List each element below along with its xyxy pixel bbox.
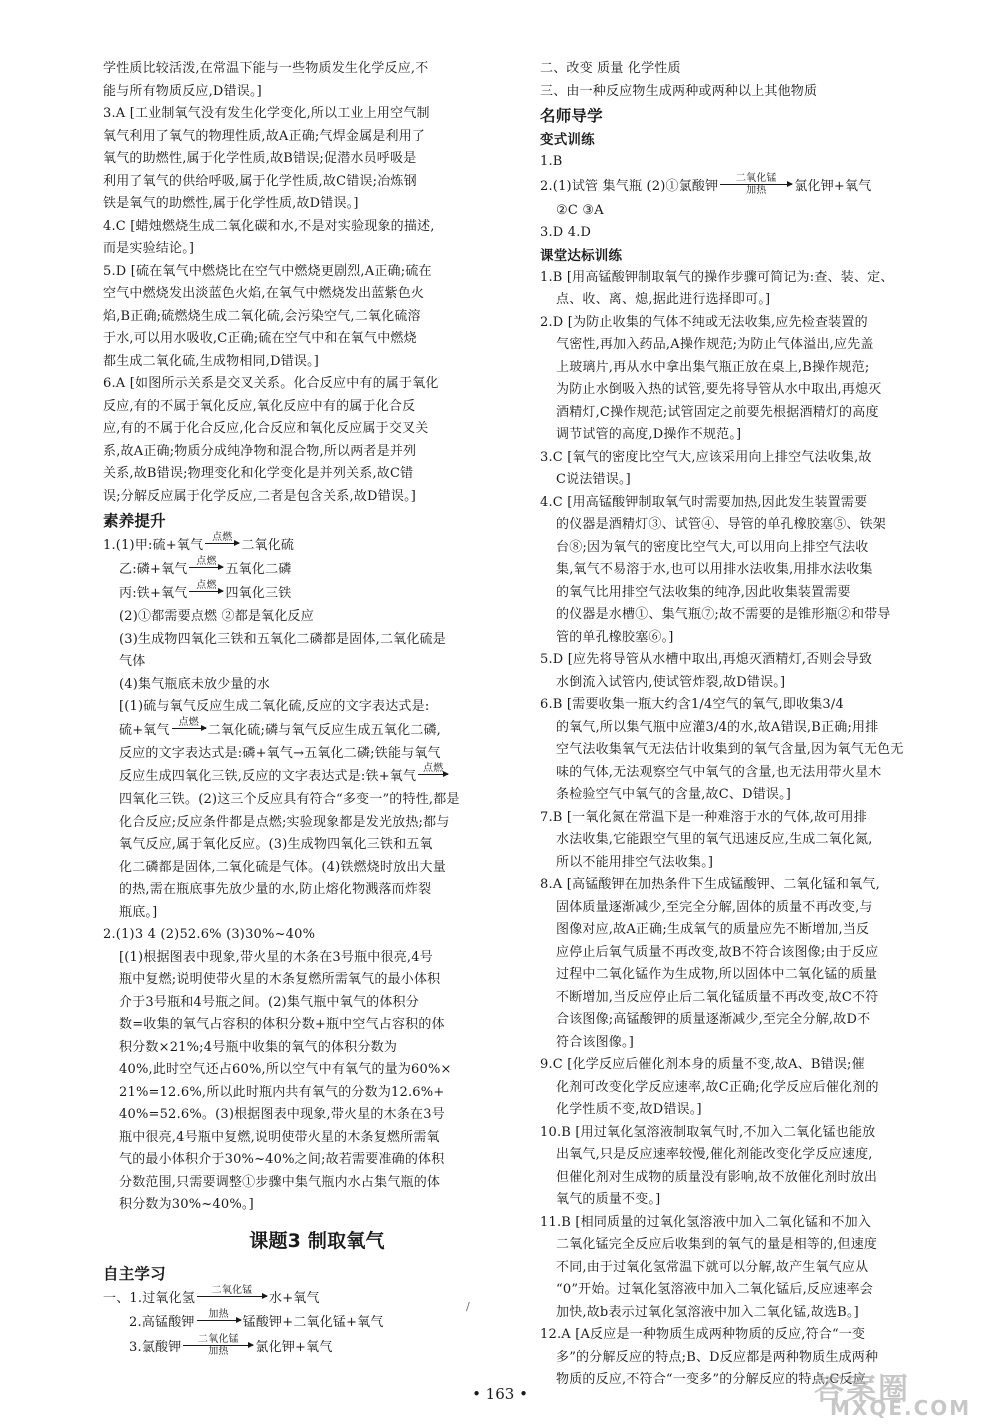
text-line: 二氧化锰完全反应后收集到的氧气的量是相等的,但速度 (556, 1237, 878, 1252)
equation-line (103, 1335, 531, 1361)
text-line: 2.D [为防止收集的气体不纯或无法收集,应先检查装置的 (540, 314, 868, 330)
text-line: 上玻璃片,再从水中拿出集气瓶正放在桌上,B操作规范; (556, 359, 870, 375)
equation-line (103, 534, 531, 558)
text-line: 的仪器是酒精灯③、试管④、导管的单孔橡胶塞⑤、铁架 (556, 517, 887, 532)
arrow-line (197, 1296, 267, 1297)
reactants: 氯酸钾 (141, 1339, 182, 1355)
watermark-url: MXQE.COM (830, 1396, 972, 1420)
text-line: 化二磷都是固体,二氧化硫是气体。(4)铁燃烧时放出大量 (119, 859, 446, 875)
text-line: ②C ③A (556, 202, 604, 218)
text-line: 分数范围,只需要调整①步骤中集气瓶内水占集气瓶的体 (119, 1174, 441, 1190)
text-line: 而是实验结论。] (103, 241, 195, 256)
reaction-condition: 点燃 (423, 763, 444, 774)
products: 五氧化二磷 (225, 562, 292, 577)
right-column (540, 58, 978, 1392)
products: 二氧化硫;磷与氧气反应生成五氧化二磷, (207, 722, 442, 738)
text-line: 酒精灯,C操作规范;试管固定之前要先根据酒精灯的高度 (556, 404, 879, 420)
text-line: 的氧气比用排空气法收集的纯净,因此收集装置需要 (556, 584, 851, 600)
arrow-line (720, 184, 792, 185)
arrow-line (183, 1345, 253, 1346)
text-line: 调节试管的高度,D操作不规范。] (556, 427, 742, 442)
reactants: 反应生成四氧化三铁,反应的文字表达式是:铁+氧气 (119, 769, 417, 784)
reactants: 磷+氧气 (136, 562, 188, 577)
text-line: 的仪器是水槽①、集气瓶⑦;故不需要的是锥形瓶②和带导 (556, 607, 891, 622)
text-line: 应,有的不属于化合反应,化合反应和氧化反应属于交叉关 (103, 421, 429, 436)
equation-prefix: 丙: (119, 586, 137, 601)
text-line: 为防止水倒吸入热的试管,要先将导管从水中取出,再熄灭 (556, 382, 882, 397)
equation-prefix: 3. (129, 1339, 142, 1355)
reaction-condition: 二氧化锰 (735, 172, 777, 184)
page-number: • 163 • (472, 1385, 528, 1403)
reaction-condition: 点燃 (196, 580, 217, 591)
equation-line (103, 765, 531, 789)
arrow-line (197, 1320, 241, 1321)
arrow-line (189, 591, 223, 592)
text-line: 数=收集的氧气占容积的体积分数+瓶中空气占容积的体 (119, 1017, 445, 1032)
subsection-heading: 变式训练 (540, 132, 595, 148)
text-line: 系,故A正确;物质分成纯净物和混合物,所以两者是并列 (103, 443, 417, 459)
reaction-condition: 二氧化锰 (211, 1284, 253, 1296)
products: 二氧化硫 (241, 538, 295, 553)
text-line: 水倒流入试管内,使试管炸裂,故D错误。] (556, 674, 786, 690)
text-line: 四氧化三铁。(2)这三个反应具有符合“多变一”的特性,都是 (119, 792, 460, 807)
text-line: 反应的文字表达式是:磷+氧气→五氧化二磷;铁能与氧气 (119, 745, 441, 761)
text-line: 出氧气,只是反应速率较慢,催化剂能改变化学反应速度, (556, 1147, 873, 1162)
reaction-arrow (197, 1285, 267, 1308)
text-line: 化剂可改变化学反应速率,故C正确;化学反应后催化剂的 (556, 1079, 879, 1095)
text-line: (4)集气瓶底未放少量的水 (119, 676, 271, 692)
text-line: 反应,有的不属于氧化反应,氧化反应中有的属于化合反 (103, 398, 416, 414)
text-line: 都生成二氧化硫,生成物相同,D错误。] (103, 353, 320, 369)
reaction-arrow (183, 1334, 253, 1357)
text-line: 不断增加,当反应停止后二氧化锰质量不再改变,故C不符 (556, 989, 879, 1005)
text-line: 误;分解反应属于化学反应,二者是包含关系,故D错误。] (103, 488, 417, 504)
text-line: 瓶中复燃;说明使带火星的木条复燃所需氧气的最小体积 (119, 972, 441, 987)
text-line: 合该图像;高锰酸钾的质量逐渐减少,至完全分解,故D不 (556, 1012, 871, 1027)
text-line: 物质的反应,不符合“一变多”的分解反应的特点;C反应 (556, 1372, 866, 1387)
equation-prefix: 1.(1)甲: (103, 538, 153, 553)
text-line: 化合反应;反应条件都是点燃;实验现象都是发光放热;都与 (119, 814, 450, 830)
products: 水+氧气 (269, 1290, 320, 1306)
text-line: 氧气的助燃性,属于化学性质,故B错误;促潜水员呼吸是 (103, 151, 417, 166)
reaction-arrow (205, 532, 239, 555)
reaction-arrow (189, 580, 223, 603)
section-heading: 自主学习 (103, 1264, 166, 1283)
text-line: 应停止后氧气质量不再改变,故B不符合该图像;由于反应 (556, 944, 879, 960)
reaction-condition: 点燃 (196, 556, 217, 567)
text-line: 40%=52.6%。(3)根据图表中现象,带火星的木条在3号 (119, 1107, 445, 1122)
text-line: 3.A [工业制氧气没有发生化学变化,所以工业上用空气制 (103, 106, 430, 121)
text-line: 水法收集,它能跟空气里的氧气迅速反应,生成二氧化氮, (556, 832, 873, 847)
text-line: 1.B (540, 154, 563, 169)
text-line: 过程中二氧化锰作为生成物,所以固体中二氧化锰的质量 (556, 967, 878, 982)
section-heading: 名师导学 (540, 107, 603, 125)
text-line: (3)生成物四氧化三铁和五氧化二磷都是固体,二氧化硫是 (119, 631, 446, 647)
reaction-condition: 点燃 (212, 532, 233, 543)
section-heading: 素养提升 (103, 512, 166, 530)
text-line: 8.A [高锰酸钾在加热条件下生成锰酸钾、二氧化锰和氧气, (540, 877, 880, 892)
text-line: 能与所有物质反应,D错误。] (103, 83, 262, 99)
text-line: 40%,此时空气还占60%,所以空气中有氧气的量为60%× (119, 1062, 452, 1077)
text-line: 焰,B正确;硫燃烧生成二氧化硫,会污染空气,二氧化硫溶 (103, 308, 421, 324)
text-line: 瓶中很亮,4号瓶中复燃,说明使带火星的木条复燃所需氧 (119, 1129, 440, 1145)
equation-prefix: 一、1. (103, 1290, 143, 1306)
text-line: 的氧气,所以集气瓶中应灌3/4的水,故A错误,B正确;用排 (556, 719, 879, 735)
text-line: 化学性质不变,故D错误。] (556, 1102, 702, 1117)
reaction-arrow (418, 763, 448, 786)
text-line: 7.B [一氧化氮在常温下是一种难溶于水的气体,故可用排 (540, 809, 867, 825)
equation-prefix: 2.(1)试管 集气瓶 (2)① (540, 178, 679, 194)
text-line: 条检验空气中氧气的含量,故C、D错误。] (556, 787, 792, 802)
reaction-arrow (197, 1309, 241, 1332)
equation-line (103, 558, 531, 582)
reactants: 高锰酸钾 (141, 1314, 195, 1330)
text-line: 气密性,再加入药品,A操作规范;为防止气体溢出,应先盖 (556, 337, 874, 352)
equation-line (540, 174, 978, 200)
products: 锰酸钾+二氧化锰+氧气 (242, 1314, 384, 1330)
text-line: 多”的分解反应的特点;B、D反应都是两种物质生成两种 (556, 1349, 879, 1365)
text-line: 所以不能用排空气法收集。] (556, 854, 714, 870)
reaction-condition-below: 加热 (746, 184, 767, 196)
text-line: 氧气反应,属于氧化反应。(3)生成物四氧化三铁和五氧 (119, 837, 433, 852)
arrow-line (172, 728, 206, 729)
chapter-title: 课题3 制取氧气 (249, 1229, 385, 1252)
text-line: 学性质比较活泼,在常温下能与一些物质发生化学反应,不 (103, 61, 429, 76)
text-line: 加快,故b表示过氧化氢溶液中加入二氧化锰,故选B。] (556, 1304, 859, 1320)
text-line: 4.C [用高锰酸钾制取氧气时需要加热,因此发生装置需要 (540, 494, 868, 510)
text-line: 的热,需在瓶底事先放少量的水,防止熔化物溅落而炸裂 (119, 882, 432, 897)
reactants: 氯酸钾 (678, 178, 719, 194)
text-line: 6.A [如图所示关系是交叉关系。化合反应中有的属于氧化 (103, 376, 439, 391)
text-line: 5.D [硫在氧气中燃烧比在空气中燃烧更剧烈,A正确;硫在 (103, 263, 432, 279)
text-line: 10.B [用过氧化氢溶液制取氧气时,不加入二氧化锰也能放 (540, 1124, 876, 1140)
text-line: [(1)根据图表中现象,带火星的木条在3号瓶中很亮,4号 (119, 949, 433, 965)
text-line: 积分数×21%;4号瓶中收集的氧气的体积分数为 (119, 1039, 398, 1055)
reaction-condition-below: 加热 (208, 1345, 229, 1357)
equation-line (103, 716, 531, 743)
text-line: 但催化剂对生成物的质量没有影响,故不放催化剂时放出 (556, 1169, 878, 1185)
text-line: [(1)硫与氧气反应生成二氧化硫,反应的文字表达式是: (119, 699, 430, 714)
text-line: 空气中燃烧发出淡蓝色火焰,在氧气中燃烧发出蓝紫色火 (103, 286, 425, 301)
text-line: 二、改变 质量 化学性质 (540, 61, 681, 76)
equation-line (103, 582, 531, 606)
text-line: 三、由一种反应物生成两种或两种以上其他物质 (540, 83, 818, 99)
text-line: 11.B [相同质量的过氧化氢溶液中加入二氧化锰和不加入 (540, 1214, 872, 1230)
text-line: 于水,可以用水吸收,C正确;硫在空气中和在氧气中燃烧 (103, 331, 417, 346)
text-line: 利用了氧气的供给呼吸,属于化学性质,故C错误;冶炼钢 (103, 173, 417, 189)
text-line: 铁是氧气的助燃性,属于化学性质,故D错误。] (103, 196, 359, 211)
text-line: 9.C [化学反应后催化剂本身的质量不变,故A、B错误;催 (540, 1057, 865, 1072)
text-line: 图像对应,故A正确;生成氧气的质量应先不断增加,当反 (556, 922, 870, 937)
products: 氯化钾+氧气 (794, 178, 872, 194)
text-line: 介于3号瓶和4号瓶之间。(2)集气瓶中氧气的体积分 (119, 994, 419, 1010)
reactants: 硫+氧气 (119, 722, 170, 738)
text-line: 21%=12.6%,所以此时瓶内共有氧气的分数为12.6%+ (119, 1084, 445, 1100)
text-line: 台⑧;因为氧气的密度比空气大,可以用向上排空气法收 (556, 539, 869, 555)
text-line: 氧气的质量不变。] (556, 1192, 661, 1207)
equation-line (103, 1308, 531, 1335)
text-line: 符合该图像。] (556, 1034, 634, 1050)
text-line: 瓶底。] (119, 904, 158, 920)
text-line: 点、收、离、熄,据此进行选择即可。] (556, 292, 771, 307)
text-line: “0”开始。过氧化氢溶液中加入二氧化锰后,反应速率会 (556, 1282, 873, 1297)
text-line: (2)①都需要点燃 ②都是氧化反应 (119, 609, 314, 624)
equation-prefix: 乙: (119, 562, 137, 577)
watermark-text: 答案圈 (814, 1372, 910, 1407)
reaction-arrow (189, 556, 223, 579)
reaction-condition: 点燃 (178, 716, 199, 728)
reaction-condition: 加热 (208, 1308, 229, 1320)
reactants: 铁+氧气 (136, 586, 188, 601)
text-line: 积分数为30%~40%。] (119, 1197, 254, 1212)
text-line: 固体质量逐渐减少,至完全分解,固体的质量不再改变,与 (556, 899, 873, 915)
reactants: 硫+氧气 (152, 538, 204, 553)
text-line: 3.C [氧气的密度比空气大,应该采用向上排空气法收集,故 (540, 449, 872, 465)
reactants: 过氧化氢 (142, 1290, 196, 1306)
text-line: 6.B [需要收集一瓶大约含1/4空气的氧气,即收集3/4 (540, 697, 844, 712)
left-column (103, 58, 531, 1361)
text-line: 3.D 4.D (540, 225, 592, 240)
arrow-line (189, 567, 223, 568)
text-line: 集,氧气不易溶于水,也可以用排水法收集,用排水法收集 (556, 562, 873, 577)
watermark-logo (810, 1364, 978, 1420)
text-line: 5.D [应先将导管从水槽中取出,再熄灭酒精灯,否则会导致 (540, 652, 873, 667)
ink-mark: / (466, 1300, 470, 1313)
reaction-condition: 二氧化锰 (198, 1333, 239, 1345)
arrow-line (205, 543, 239, 544)
equation-prefix: 2. (129, 1314, 142, 1330)
products: 氯化钾+氧气 (255, 1339, 333, 1355)
text-line: C说法错误。] (556, 472, 631, 487)
text-line: 2.(1)3 4 (2)52.6% (3)30%~40% (103, 927, 316, 942)
text-line: 1.B [用高锰酸钾制取氧气的操作步骤可简记为:查、装、定、 (540, 269, 894, 285)
text-line: 氧气利用了氧气的物理性质,故A正确;气焊金属是利用了 (103, 128, 426, 144)
text-line: 气的最小体积介于30%~40%之间;故若需要准确的体积 (119, 1152, 445, 1167)
text-line: 空气法收集氧气无法估计收集到的氧气含量,因为氧气无色无 (556, 742, 904, 757)
text-line: 管的单孔橡胶塞⑥。] (556, 629, 674, 645)
arrow-line (418, 774, 448, 775)
text-line: 不同,由于过氧化氢常温下就可以分解,故产生氧气应从 (556, 1259, 869, 1275)
reaction-arrow (172, 717, 206, 740)
text-line: 气体 (119, 654, 146, 669)
reaction-arrow (720, 173, 792, 196)
text-line: 12.A [A反应是一种物质生成两种物质的反应,符合“一变 (540, 1327, 866, 1342)
text-line: 4.C [蜡烛燃烧生成二氧化碳和水,不是对实验现象的描述, (103, 218, 435, 234)
subsection-heading: 课堂达标训练 (540, 247, 623, 264)
text-line: 味的气体,无法观察空气中氧气的含量,也无法用带火星木 (556, 764, 882, 780)
text-line: 关系,故B错误;物理变化和化学变化是并列关系,故C错 (103, 466, 414, 481)
products: 四氧化三铁 (225, 586, 292, 601)
